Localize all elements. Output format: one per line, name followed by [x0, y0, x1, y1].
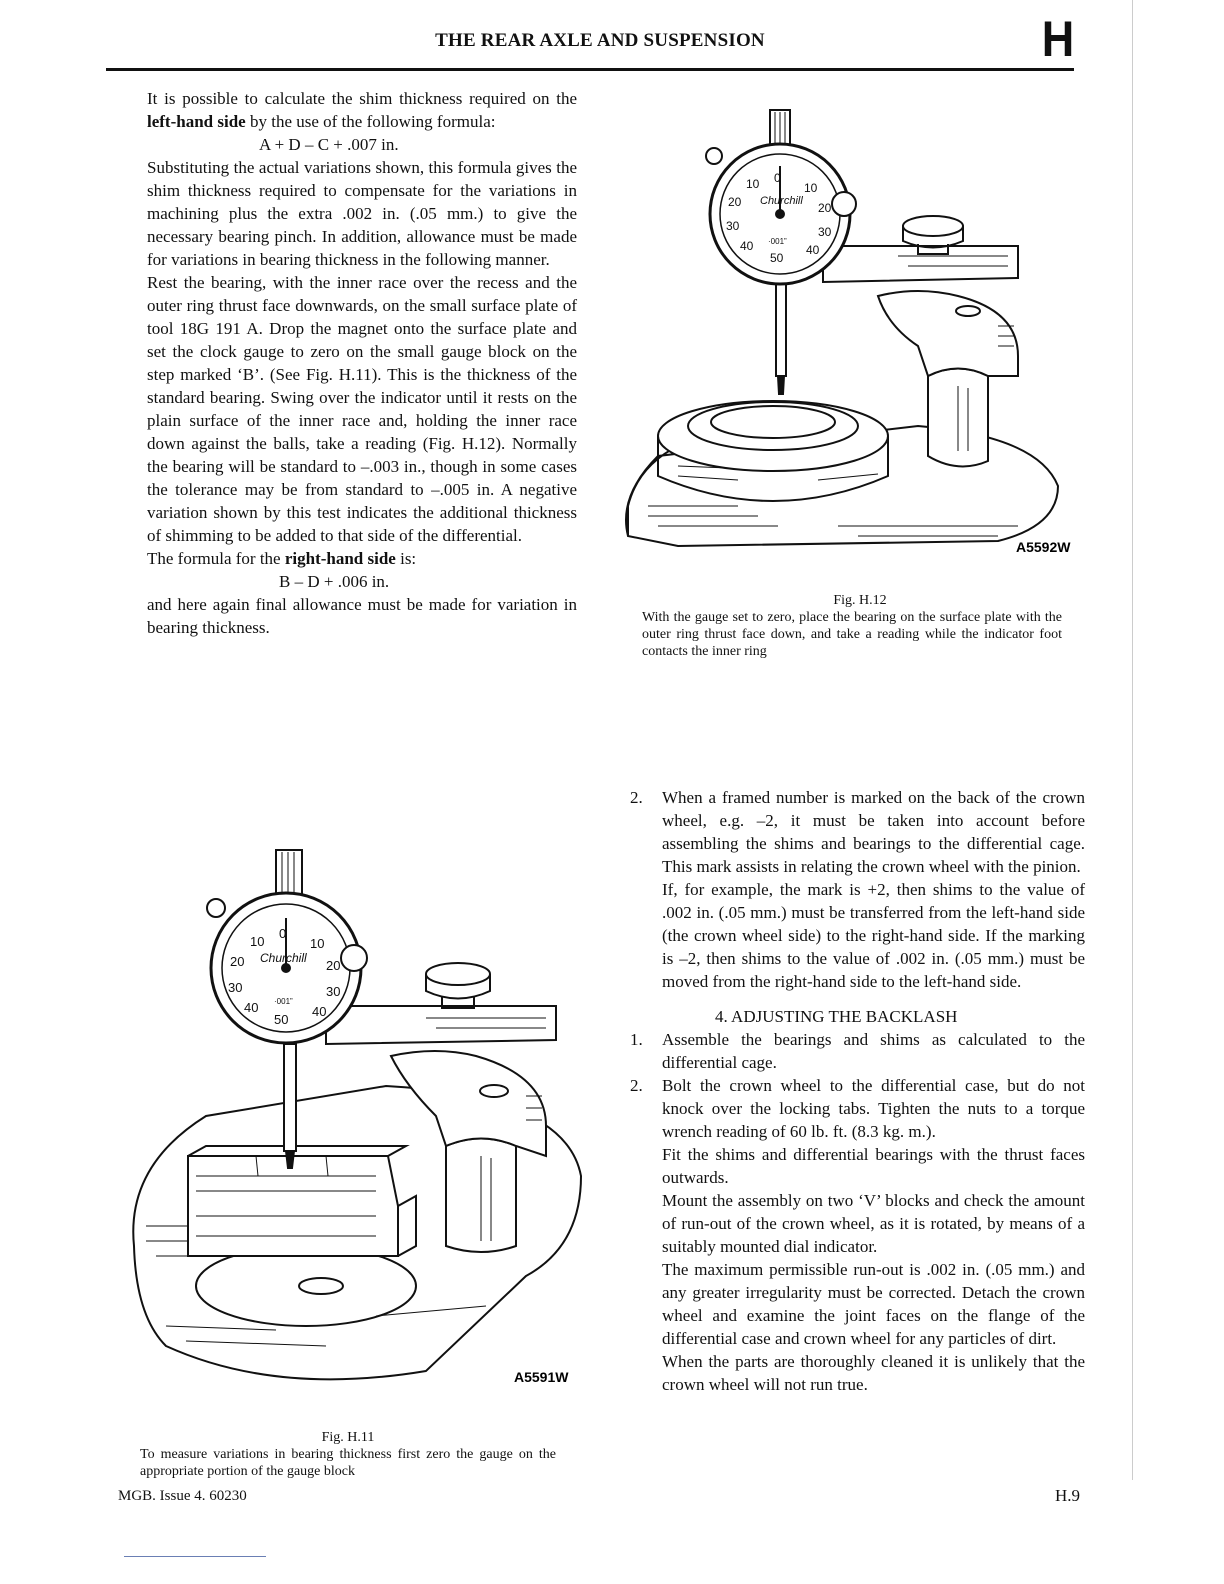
- page-edge-line: [1132, 0, 1133, 1480]
- footer-issue-info: MGB. Issue 4. 60230: [118, 1488, 247, 1504]
- figure-code-a5592w: A5592W: [1016, 539, 1071, 555]
- dial-number: 10: [250, 934, 265, 949]
- dial-gauge-gauge-block-drawing: [126, 846, 590, 1396]
- dial-number: 0: [774, 171, 781, 185]
- formula-right-hand: B – D + .006 in.: [279, 572, 390, 591]
- dial-gauge-bearing-drawing: [618, 96, 1092, 566]
- step-number: 1.: [630, 1030, 643, 1049]
- dial-number: 10: [804, 181, 818, 195]
- figure-h12-caption: With the gauge set to zero, place the bearing on the surface plate with the outer ring thrust face down, and take a reading while the indicator foot contacts the inner ring: [642, 610, 1062, 659]
- rh-bold-right-hand: right-hand side: [284, 549, 396, 568]
- intro-text-a: It is possible to calculate the shim thickness required on the: [147, 89, 577, 108]
- section-letter: H: [1041, 11, 1075, 67]
- list-item-2-framed-number: [630, 786, 1085, 878]
- paragraph-mount-assembly: Mount the assembly on two ‘V’ blocks and check the amount of run-out of the crown wheel, as it is rotated, by means of a suitably mounted dial indicator.: [662, 1191, 1085, 1256]
- intro-bold-left-hand: left-hand side: [147, 112, 246, 131]
- paragraph-rest-bearing: Rest the bearing, with the inner race over the recess and the outer ring thrust face downwards, on the small surface plate of tool 18G 191 A. Drop the magnet onto the surface plate and set the clock gauge to zero on the small gauge block on the step marked ‘B’. (See Fig. H.11). This is the thickness of the standard bearing. Swing over the indicator until it rests on the plain surface of the inner race and, holding the inner race down against the balls, take a reading (Fig. H.12). Normally the bearing will be standard to –.003 in., though in some cases the tolerance may be from standard to –.005 in. A negative variation shown by this test indicates the additional thickness of shimming to be added to that side of the differential.: [147, 273, 577, 545]
- paragraph-fit-shims: Fit the shims and differential bearings with the thrust faces outwards.: [662, 1145, 1085, 1187]
- figure-h11-title: Fig. H.11: [321, 1430, 375, 1445]
- step-text: Assemble the bearings and shims as calculated to the differential cage.: [662, 1030, 1085, 1072]
- footer-page-number: H.9: [1055, 1486, 1081, 1505]
- dial-number: 30: [818, 225, 832, 239]
- dial-number: 20: [818, 201, 832, 215]
- dial-number: 20: [230, 954, 245, 969]
- paragraph-intro: [147, 87, 577, 133]
- dial-number: 40: [806, 243, 820, 257]
- spacer: [630, 993, 1085, 1005]
- page-header-title: THE REAR AXLE AND SUSPENSION: [435, 30, 765, 51]
- left-text-column: [147, 87, 577, 639]
- dial-number: 20: [728, 195, 742, 209]
- paragraph-max-runout: The maximum permissible run-out is .002 in. (.05 mm.) and any greater irregularity must be corrected. Detach the crown wheel and examine the joint faces on the flange of the differential case and crown wheel for any particles of dirt.: [662, 1260, 1085, 1348]
- dial-brand-label: Churchill: [260, 951, 307, 965]
- section-heading-adjusting-backlash: 4. ADJUSTING THE BACKLASH: [715, 1007, 958, 1026]
- dial-number: 40: [244, 1000, 259, 1015]
- dial-number: 30: [726, 219, 740, 233]
- dial-number: 10: [746, 177, 760, 191]
- intro-text-b: by the use of the following formula:: [245, 112, 496, 131]
- step-2: [630, 1074, 1085, 1143]
- dial-number: 40: [740, 239, 754, 253]
- paragraph-right-hand-formula: [147, 547, 577, 570]
- list-item-text: When a framed number is marked on the back of the crown wheel, e.g. –2, it must be taken into account before assembling the shims and bearings to the differential cage. This mark assists in relating the crown wheel with the pinion.: [662, 788, 1085, 876]
- dial-brand-label: Churchill: [760, 195, 803, 207]
- dial-number: 50: [274, 1012, 289, 1027]
- dial-number: 0: [279, 926, 287, 941]
- dial-number: 50: [770, 251, 784, 265]
- paragraph-final-allowance: and here again final allowance must be made for variation in bearing thickness.: [147, 595, 577, 637]
- dial-number: 10: [310, 936, 325, 951]
- figure-h11-illustration: [126, 846, 590, 1396]
- dial-unit-label: ·001”: [274, 997, 293, 1006]
- dial-number: 30: [228, 980, 243, 995]
- rh-text-a: The formula for the: [147, 549, 285, 568]
- paragraph-substituting: Substituting the actual variations shown, this formula gives the shim thickness required to compensate for the variations in machining plus the extra .002 in. (.05 mm.) to give the necessary bearing pinch. In addition, allowance must be made for variations in bearing thickness in the following manner.: [147, 158, 577, 269]
- right-text-column: [630, 786, 1085, 1396]
- footer-line: [124, 1556, 266, 1557]
- figure-h12-illustration: [618, 96, 1092, 566]
- list-number: 2.: [630, 788, 643, 807]
- dial-unit-label: ·001”: [768, 237, 787, 246]
- figure-h12-title: Fig. H.12: [833, 593, 887, 608]
- paragraph-run-true: When the parts are thoroughly cleaned it is unlikely that the crown wheel will not run true.: [662, 1352, 1085, 1394]
- dial-number: 20: [326, 958, 341, 973]
- step-1: [630, 1028, 1085, 1074]
- step-number: 2.: [630, 1076, 643, 1095]
- dial-number: 40: [312, 1004, 327, 1019]
- rh-text-b: is:: [395, 549, 417, 568]
- figure-h11-caption: To measure variations in bearing thickness first zero the gauge on the appropriate portion of the gauge block: [140, 1447, 556, 1479]
- figure-code-a5591w: A5591W: [514, 1369, 569, 1385]
- dial-number: 30: [326, 984, 341, 999]
- step-text: Bolt the crown wheel to the differential case, but do not knock over the locking tabs. Tighten the nuts to a torque wrench reading of 60 lb. ft. (8.3 kg. m.).: [662, 1076, 1085, 1141]
- paragraph-shim-transfer: If, for example, the mark is +2, then shims to the value of .002 in. (.05 mm.) must be transferred from the left-hand side (the crown wheel side) to the right-hand side. If the marking is –2, then shims to the value of .002 in. (.05 mm.) must be moved from the right-hand side to the left-hand side.: [662, 880, 1085, 991]
- formula-left-hand: A + D – C + .007 in.: [259, 135, 399, 154]
- header-rule: [106, 68, 1074, 71]
